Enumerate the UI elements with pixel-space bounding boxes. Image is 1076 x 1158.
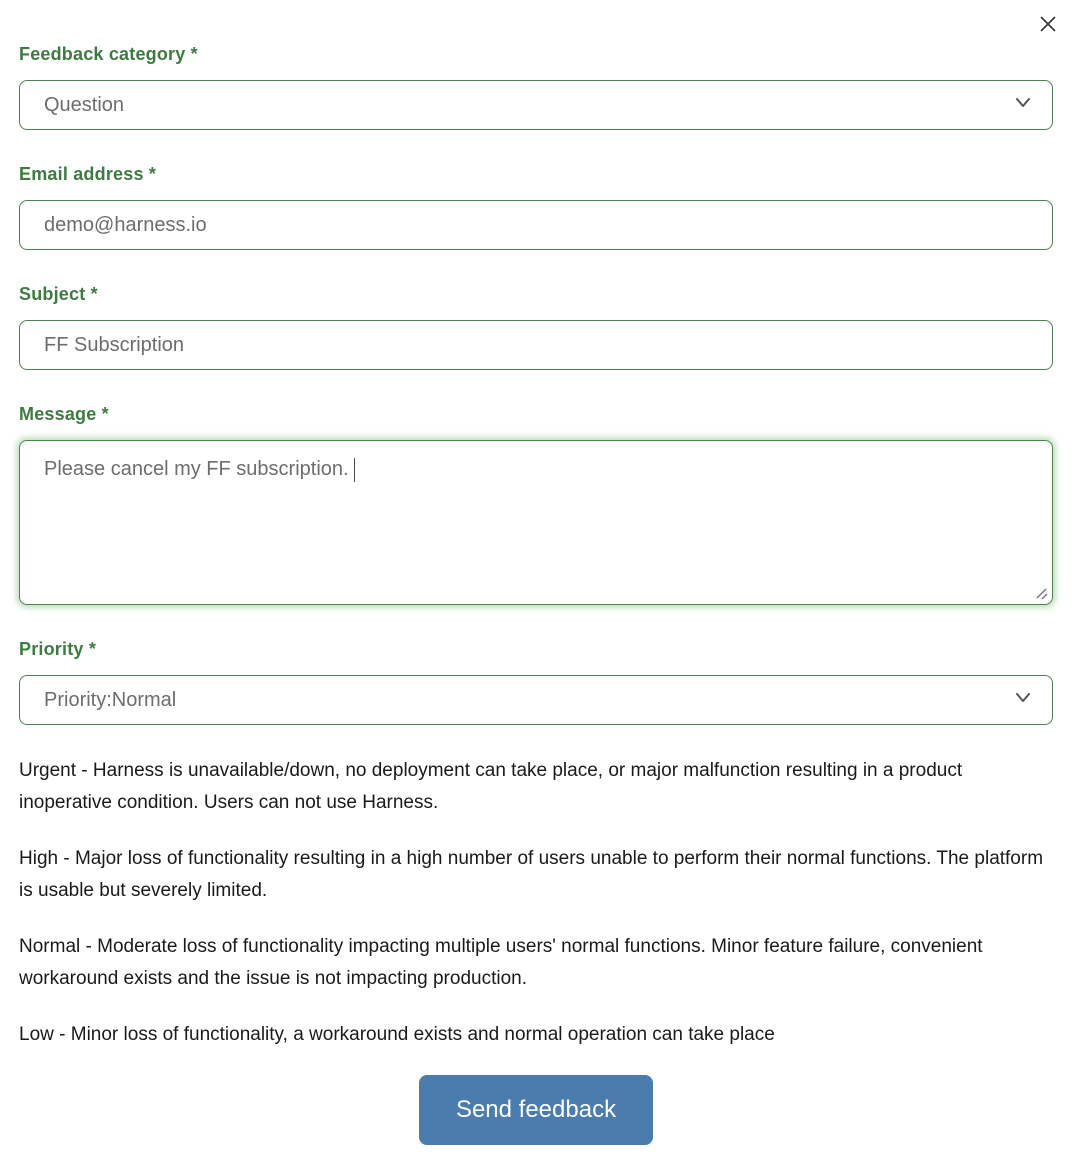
feedback-category-value: Question bbox=[44, 93, 125, 116]
close-icon bbox=[1038, 14, 1058, 37]
priority-descriptions bbox=[19, 755, 1053, 1051]
priority-select[interactable] bbox=[19, 675, 1053, 725]
text-cursor bbox=[354, 458, 355, 482]
priority-desc-high: High - Major loss of functionality resulting in a high number of users unable to perform their normal functions. The platform is usable but severely limited. bbox=[19, 848, 1044, 901]
button-row bbox=[19, 1075, 1053, 1145]
priority-desc-urgent: Urgent - Harness is unavailable/down, no deployment can take place, or major malfunction resulting in a product inoperative condition. Users can not use Harness. bbox=[19, 760, 963, 813]
subject-field[interactable] bbox=[19, 320, 1053, 370]
priority-desc-normal: Normal - Moderate loss of functionality impacting multiple users' normal functions. Minor feature failure, convenient workaround exists and the issue is not impacting production. bbox=[19, 936, 983, 989]
email-label: Email address * bbox=[19, 164, 157, 184]
field-feedback-category bbox=[19, 44, 1053, 130]
chevron-down-icon bbox=[1012, 686, 1034, 714]
feedback-category-select[interactable] bbox=[19, 80, 1053, 130]
field-subject bbox=[19, 284, 1053, 370]
send-feedback-button[interactable]: Send feedback bbox=[419, 1075, 653, 1145]
priority-label: Priority * bbox=[19, 639, 97, 659]
field-message bbox=[19, 404, 1053, 605]
priority-value: Priority:Normal bbox=[44, 688, 177, 711]
message-text: Please cancel my FF subscription. bbox=[44, 458, 349, 480]
field-email bbox=[19, 164, 1053, 250]
field-priority bbox=[19, 639, 1053, 725]
feedback-category-label: Feedback category * bbox=[19, 44, 198, 64]
message-textarea[interactable] bbox=[19, 440, 1053, 605]
chevron-down-icon bbox=[1012, 91, 1034, 119]
email-field[interactable] bbox=[19, 200, 1053, 250]
subject-label: Subject * bbox=[19, 284, 98, 304]
resize-handle-icon[interactable] bbox=[1034, 586, 1048, 600]
priority-desc-low: Low - Minor loss of functionality, a workaround exists and normal operation can take place bbox=[19, 1024, 775, 1045]
message-label: Message * bbox=[19, 404, 109, 424]
close-button[interactable] bbox=[1035, 12, 1061, 38]
